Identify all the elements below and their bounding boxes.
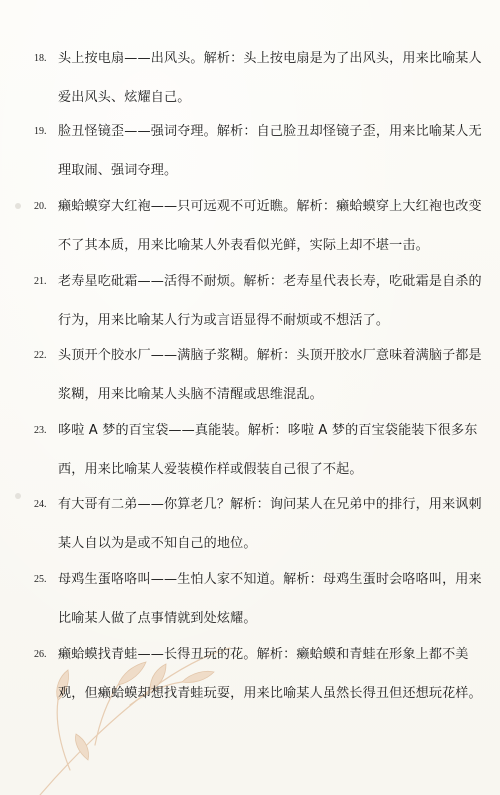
entry-number: 25. <box>34 574 47 585</box>
entry-text-line-2: 某人自以为是或不知自己的地位。 <box>58 536 257 551</box>
entry-number: 22. <box>34 350 47 361</box>
entry-number: 24. <box>34 499 47 510</box>
entry-number: 21. <box>34 276 47 287</box>
entry-number: 23. <box>34 425 47 436</box>
entry-number: 19. <box>34 126 47 137</box>
entry-text-line-1: 脸丑怪镜歪——强词夺理。解析：自己脸丑却怪镜子歪，用来比喻某人无 <box>58 124 482 139</box>
entry-text-line-1: 头顶开个胶水厂——满脑子浆糊。解析：头顶开胶水厂意味着满脑子都是 <box>58 348 482 363</box>
entry-text-line-2: 西，用来比喻某人爱装模作样或假装自己很了不起。 <box>58 462 363 477</box>
entry-text-line-1: 母鸡生蛋咯咯叫——生怕人家不知道。解析：母鸡生蛋时会咯咯叫，用来 <box>58 572 482 587</box>
entry-text-line-1: 癞蛤蟆找青蛙——长得丑玩的花。解析：癞蛤蟆和青蛙在形象上都不美 <box>58 647 469 662</box>
entry-number: 26. <box>34 649 47 660</box>
entry-number: 20. <box>34 201 47 212</box>
entry-text-line-2: 不了其本质，用来比喻某人外表看似光鲜，实际上却不堪一击。 <box>58 238 429 253</box>
entry-text-line-2: 比喻某人做了点事情就到处炫耀。 <box>58 611 257 626</box>
entry-text-line-2: 浆糊，用来比喻某人头脑不清醒或思维混乱。 <box>58 387 323 402</box>
entry-text-line-1: 癞蛤蟆穿大红袍——只可远观不可近瞧。解析：癞蛤蟆穿上大红袍也改变 <box>58 199 482 214</box>
entry-text-line-1: 老寿星吃砒霜——活得不耐烦。解析：老寿星代表长寿，吃砒霜是自杀的 <box>58 274 482 289</box>
entry-text-line-1: 头上按电扇——出风头。解析：头上按电扇是为了出风头，用来比喻某人 <box>58 51 482 66</box>
entry-text-line-2: 观，但癞蛤蟆却想找青蛙玩耍，用来比喻某人虽然长得丑但还想玩花样。 <box>58 686 482 701</box>
entry-text-line-2: 理取闹、强词夺理。 <box>58 163 178 178</box>
entry-text-line-1: 有大哥有二弟——你算老几？解析：询问某人在兄弟中的排行，用来讽刺 <box>58 497 482 512</box>
entry-text-line-2: 爱出风头、炫耀自己。 <box>58 90 191 105</box>
entry-number: 18. <box>34 53 47 64</box>
entry-text-line-2: 行为，用来比喻某人行为或言语显得不耐烦或不想活了。 <box>58 313 390 328</box>
entry-text-line-1: 哆啦 A 梦的百宝袋——真能装。解析：哆啦 A 梦的百宝袋能装下很多东 <box>58 423 478 438</box>
